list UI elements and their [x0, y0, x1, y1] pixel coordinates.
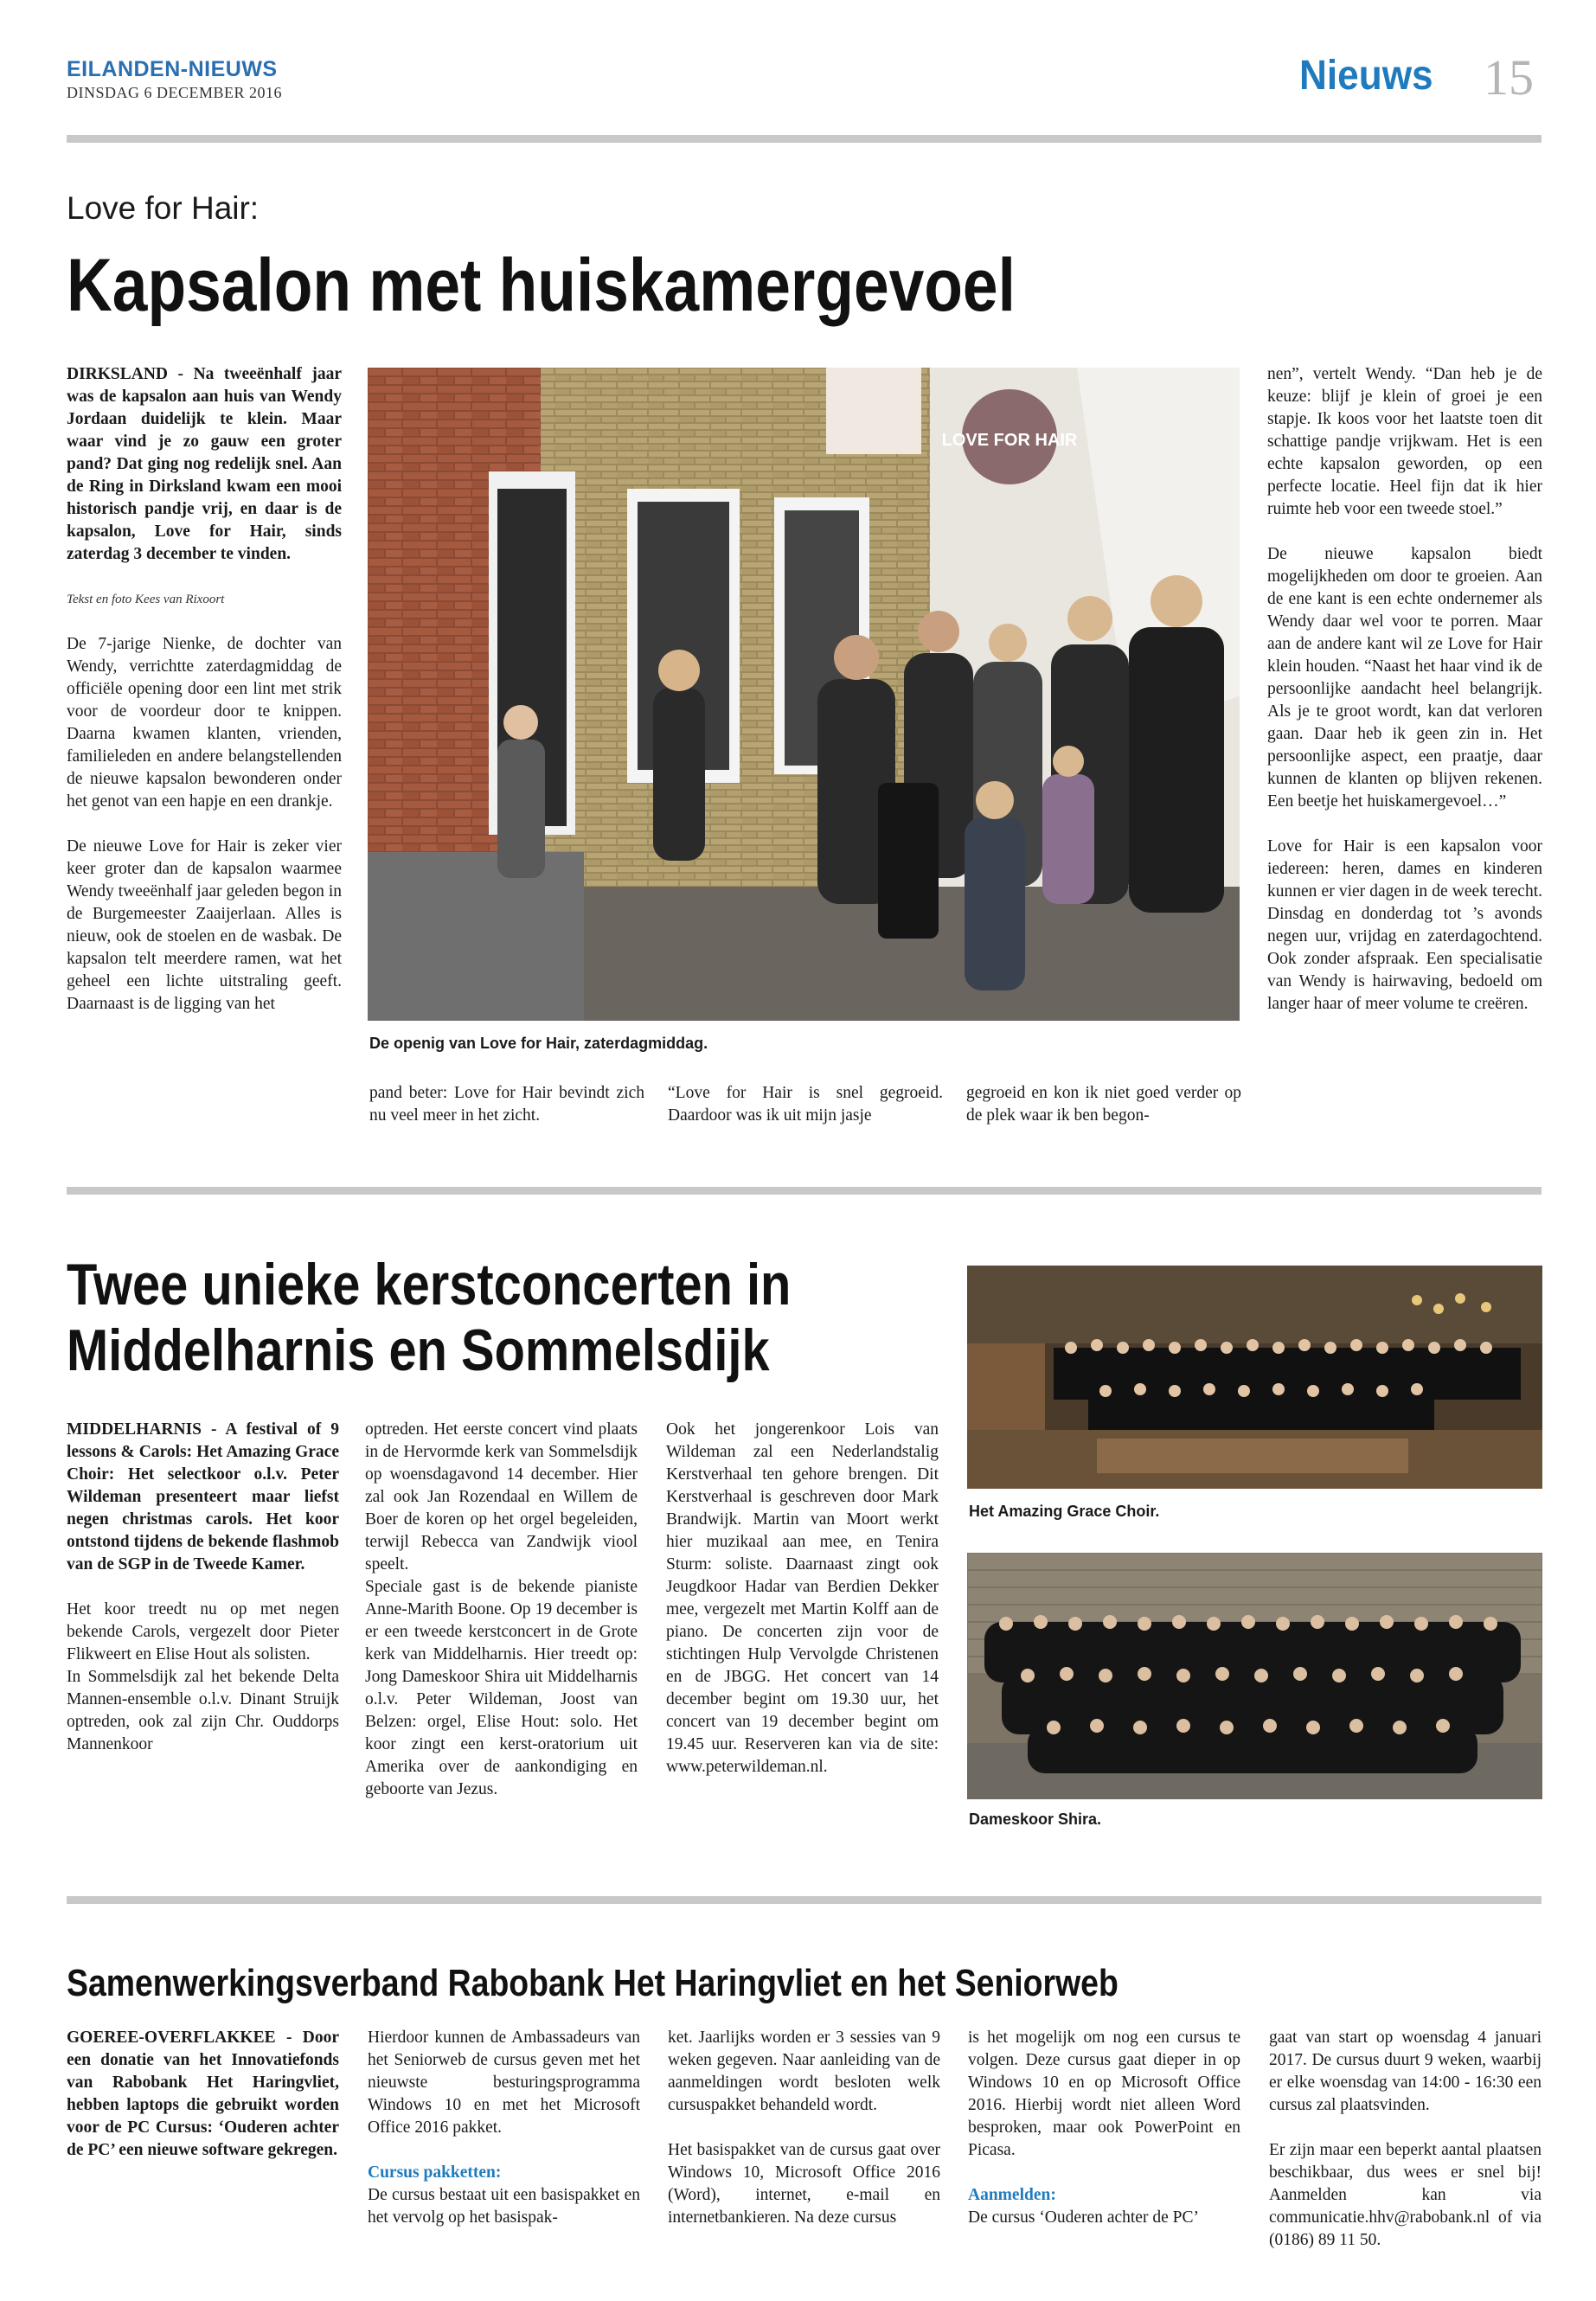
- article1-credit: Tekst en foto Kees van Rixoort: [67, 593, 225, 606]
- article2-column-2: [365, 1419, 638, 1823]
- article2-lead: MIDDELHARNIS - A festival of 9 lessons & Carols: Het Amazing Grace Choir: Het selectkoor o.l.v. Peter Wildeman presenteert maar liefst negen christmas carols. Het koor ontstond tijdens de bekende flashmob van de SGP in de Tweede Kamer.: [67, 1420, 339, 1574]
- article3-lead: GOEREE-OVERFLAKKEE - Door een donatie van het Innovatiefonds van Rabobank Het Haringvliet, hebben laptops die gebruikt worden voor de PC Cursus: ‘Ouderen achter de PC’ een nieuwe software gekregen.: [67, 2029, 339, 2159]
- article3-headline: Samenwerkingsverband Rabobank Het Haringvliet en het Seniorweb: [67, 1962, 1118, 2004]
- article1-paragraph: gegroeid en kon ik niet goed verder op de plek waar ik ben begon-: [966, 1084, 1241, 1125]
- article1-paragraph: nen”, vertelt Wendy. “Dan heb je de keuze: blijf je klein of groei je een stapje. Ik koos voor het laatste toen dit schattige pandje vrijkwam. Het is een echte kapsalon geworden, op een perfecte locatie. Heel fijn dat ik hier ruimte heb voor een tweede stoel.”: [1267, 365, 1542, 518]
- article3-column-5: [1269, 2027, 1542, 2274]
- article2-headline: [67, 1252, 949, 1383]
- choir-photo-shira: [967, 1553, 1542, 1799]
- section-label: Nieuws: [1299, 53, 1433, 99]
- article1-photo: [368, 368, 1240, 1021]
- choir-photo-amazing-grace: [967, 1266, 1542, 1489]
- article1-paragraph: De nieuwe Love for Hair is zeker vier keer groter dan de kapsalon waarmee Wendy tweeënhalf jaar geleden begon in de Burgemeester Zaaijerlaan. Alles is nieuw, ook de stoelen en de wasbak. De kapsalon telt meerdere ramen, wat het geheel een lichte uitstraling geeft. Daarnaast is de ligging van het: [67, 837, 342, 1013]
- article1-column-4: [966, 1082, 1241, 1150]
- page-number: 15: [1484, 49, 1534, 106]
- article3-paragraph: Het basispakket van de cursus gaat over Windows 10, Microsoft Office 2016 (Word), internet, e-mail en internetbankieren. Na deze cursus: [668, 2141, 940, 2227]
- article3-column-3: [668, 2027, 940, 2252]
- article3-paragraph: ket. Jaarlijks worden er 3 sessies van 9 weken gegeven. Naar aanleiding van de aanmeldingen wordt besloten welk cursuspakket behandeld wordt.: [668, 2029, 940, 2114]
- header-divider: [67, 135, 1542, 143]
- article1-paragraph: De 7-jarige Nienke, de dochter van Wendy, verrichtte zaterdagmiddag de officiële opening door een lint met strik voor de voordeur door te knippen. Daarna kwamen klanten, vrienden, familieleden en andere belangstellenden de nieuwe kapsalon bewonderen onder het genot van een hapje en een drankje.: [67, 635, 342, 811]
- article3-paragraph: De cursus ‘Ouderen achter de PC’: [968, 2208, 1199, 2227]
- article3-subhead: Aanmelden:: [968, 2186, 1056, 2204]
- article2-paragraph: Speciale gast is de bekende pianiste Anne-Marith Boone. Op 19 december is er een tweede kerstconcert in de Grote kerk van Middelharnis. Hier treedt op: Jong Dameskoor Shira uit Middelharnis o.l.v. Peter Wildeman, Joost van Belzen: orgel, Elise Hout: solo. Het koor zingt een kerst-oratorium uit Amerika over de aankondiging en geboorte van Jezus.: [365, 1578, 638, 1798]
- article2-column-1: [67, 1419, 339, 1779]
- article3-paragraph: Hierdoor kunnen de Ambassadeurs van het Seniorweb de cursus geven met het nieuwste besturingsprogramma Windows 10 en met het Microsoft Office 2016 pakket.: [368, 2029, 640, 2137]
- article2-headline-line: Twee unieke kerstconcerten in: [67, 1252, 792, 1317]
- church-choir-image: [967, 1266, 1542, 1489]
- article1-column-3: [668, 1082, 943, 1150]
- article3-column-2: [368, 2027, 640, 2252]
- article2-headline-line: Middelharnis en Sommelsdijk: [67, 1317, 770, 1384]
- article1-paragraph: “Love for Hair is snel gegroeid. Daardoor was ik uit mijn jasje: [668, 1084, 943, 1125]
- article2-paragraph: Ook het jongerenkoor Lois van Wildeman zal een Nederlandstalig Kerstverhaal ten gehore brengen. Dit Kerstverhaal is geschreven door Mark Brandwijk. Martin van Moort werkt hier muzikaal aan mee, en Tenira Sturm: soliste. Daarnaast zingt ook Jeugdkoor Hadar van Berdien Dekker mee, vergezelt met Martin Kolff aan de piano. De concerten zijn voor de stichtingen Hulp Vervolgde Christenen en de JBGG. Het concert van 14 december begint om 19.30 uur, het concert van 19 december begint om 19.45 uur. Reserveren kan via de site: www.peterwildeman.nl.: [666, 1420, 939, 1776]
- article1-headline: Kapsalon met huiskamergevoel: [67, 244, 1016, 327]
- article2-paragraph: Het koor treedt nu op met negen bekende Carols, vergezelt door Pieter Flikweert en Elise Hout als solisten.: [67, 1600, 339, 1663]
- article2-paragraph: optreden. Het eerste concert vind plaats in de Hervormde kerk van Sommelsdijk op woensdagavond 14 december. Hier zal ook Jan Rozendaal en Willem de Boer de koren op het orgel begeleiden, terwijl Rebecca van Zandwijk viool speelt.: [365, 1420, 638, 1574]
- article1-column-2: [369, 1082, 644, 1150]
- article1-lead: DIRKSLAND - Na tweeënhalf jaar was de kapsalon aan huis van Wendy Jordaan duidelijk te klein. Maar waar vind je zo gauw een groter pand? Dat ging nog redelijk snel. Aan de Ring in Dirksland kwam een mooi historisch pandje vrij, en daar is de kapsalon, Love for Hair, sinds zaterdag 3 december te vinden.: [67, 365, 342, 563]
- article1-kicker: Love for Hair:: [67, 190, 260, 226]
- article2-paragraph: In Sommelsdijk zal het bekende Delta Mannen-ensemble o.l.v. Dinant Struijk optreden, ook zal zijn Chr. Ouddorps Mannenkoor: [67, 1668, 339, 1753]
- section-divider: [67, 1896, 1542, 1904]
- article3-column-4: [968, 2027, 1240, 2252]
- choir-photo-caption: Dameskoor Shira.: [969, 1811, 1102, 1828]
- choir-photo-caption: Het Amazing Grace Choir.: [969, 1503, 1160, 1520]
- article3-subhead: Cursus pakketten:: [368, 2163, 502, 2182]
- article3-paragraph: is het mogelijk om nog een cursus te volgen. Deze cursus gaat dieper in op Windows 10 en op Microsoft Office 2016. Hierbij wordt niet alleen Word besproken, maar ook PowerPoint en Picasa.: [968, 2029, 1240, 2159]
- article3-paragraph: De cursus bestaat uit een basispakket en het vervolg op het basispak-: [368, 2186, 640, 2227]
- article1-paragraph: De nieuwe kapsalon biedt mogelijkheden om door te groeien. Aan de ene kant is een echte ondernemer als Wendy daar wel voor te porren. Maar aan de andere kant wil ze Love for Hair klein houden. “Naast het haar vind ik de persoonlijke aandacht heel belangrijk. Als je te groot wordt, kan dat verloren gaan. Daar heb ik geen zin in. Het persoonlijke aspect, een praatje, daar kunnen de klanten op blijven rekenen. Een beetje het huiskamergevoel…”: [1267, 545, 1542, 811]
- issue-date: DINSDAG 6 DECEMBER 2016: [67, 84, 283, 101]
- article1-paragraph: pand beter: Love for Hair bevindt zich nu veel meer in het zicht.: [369, 1084, 644, 1125]
- masthead-logo: EILANDEN-NIEUWS: [67, 57, 278, 81]
- section-divider: [67, 1187, 1542, 1195]
- article1-photo-caption: De openig van Love for Hair, zaterdagmiddag.: [369, 1035, 708, 1052]
- article1-column-1: [67, 363, 342, 1038]
- article3-paragraph: gaat van start op woensdag 4 januari 2017. De cursus duurt 9 weken, waarbij er elke woensdag van 14:00 - 16:30 een cursus zal plaatsvinden.: [1269, 2029, 1542, 2114]
- article1-paragraph: Love for Hair is een kapsalon voor iedereen: heren, dames en kinderen kunnen er vier dagen in de week terecht. Dinsdag en donderdag tot ’s avonds negen uur, vrijdag en zaterdagochtend. Ook zonder afspraak. Een specialisatie van Wendy is hairwaving, bedoeld om langer haar of meer volume te creëren.: [1267, 837, 1542, 1013]
- storefront-sign: LOVE FOR HAIR: [941, 431, 1078, 450]
- article3-column-1: [67, 2027, 339, 2184]
- article2-column-3: [666, 1419, 939, 1801]
- salon-opening-photo: [368, 368, 1240, 1021]
- article3-paragraph: Er zijn maar een beperkt aantal plaatsen beschikbaar, dus wees er snel bij! Aanmelden kan via communicatie.hhv@rabobank.nl of via (0186) 89 11 50.: [1269, 2141, 1542, 2249]
- outdoor-choir-image: [967, 1553, 1542, 1799]
- article1-column-5: [1267, 363, 1542, 1038]
